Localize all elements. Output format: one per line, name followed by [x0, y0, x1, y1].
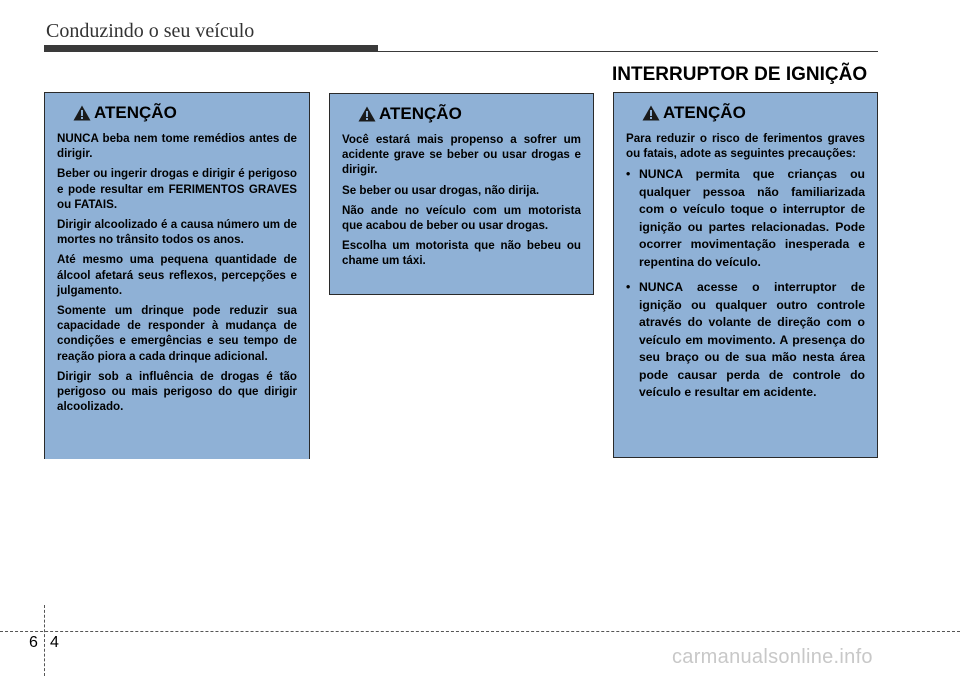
list-item-text: NUNCA acesse o interruptor de ignição ou qualquer outro controle através do volante de direção com o veículo em movimento. A presença do seu braço ou de sua mão nesta área pode causar perda de controle do veículo e resultar em acidente.	[639, 280, 865, 400]
warning-triangle-icon	[358, 106, 376, 122]
list-item-text: NUNCA permita que crianças ou qualquer pessoa não familiarizada com o veículo toque o interruptor de ignição ou partes relacionadas. Pode ocorrer movimentação inesperada e repentina do veículo.	[639, 167, 865, 269]
warning-paragraph: NUNCA beba nem tome remédios antes de dirigir.	[57, 132, 297, 161]
warning-box-drugs	[329, 93, 594, 295]
warning-header	[642, 103, 865, 123]
warning-paragraph: Somente um drinque pode reduzir sua capacidade de responder à mudança de condições e emergências e seu tempo de reação piora a cada drinque adicional.	[57, 304, 297, 363]
bullet-icon: •	[626, 280, 631, 295]
warning-paragraph: Escolha um motorista que não bebeu ou chame um táxi.	[342, 239, 581, 268]
warning-paragraph: Não ande no veículo com um motorista que acabou de beber ou usar drogas.	[342, 203, 581, 233]
list-item	[626, 279, 865, 402]
watermark: carmanualsonline.info	[672, 646, 873, 668]
warning-paragraph: Dirigir alcoolizado é a causa número um de mortes no trânsito todos os anos.	[57, 218, 297, 247]
warning-bullet-list	[626, 166, 865, 402]
page-section-number: 6	[29, 634, 38, 651]
warning-header	[73, 103, 297, 123]
footer-rule	[0, 631, 960, 632]
page-number: 4	[50, 634, 59, 651]
warning-paragraph: Você estará mais propenso a sofrer um acidente grave se beber ou usar drogas e dirigir.	[342, 133, 581, 177]
page-header-title: Conduzindo o seu veículo	[46, 20, 255, 42]
warning-paragraph: Se beber ou usar drogas, não dirija.	[342, 183, 540, 197]
warning-title: ATENÇÃO	[379, 104, 462, 123]
warning-paragraph: Até mesmo uma pequena quantidade de álcool afetará seus reflexos, percepções e julgamento.	[57, 253, 297, 297]
footer-divider	[44, 605, 45, 676]
warning-paragraph: Beber ou ingerir drogas e dirigir é perigoso e pode resultar em FERIMENTOS GRAVES ou FATAIS.	[57, 167, 297, 211]
warning-intro: Para reduzir o risco de ferimentos graves ou fatais, adote as seguintes precauções:	[626, 132, 865, 161]
header-rule	[44, 51, 878, 52]
warning-header	[358, 104, 581, 124]
bullet-icon: •	[626, 167, 631, 182]
warning-box-alcohol	[44, 92, 310, 459]
section-title: INTERRUPTOR DE IGNIÇÃO	[612, 64, 868, 85]
warning-title: ATENÇÃO	[94, 103, 177, 122]
warning-box-ignition	[613, 92, 878, 458]
warning-triangle-icon	[73, 105, 91, 121]
warning-triangle-icon	[642, 105, 660, 121]
list-item	[626, 166, 865, 271]
warning-title: ATENÇÃO	[663, 103, 746, 122]
warning-paragraph: Dirigir sob a influência de drogas é tão perigoso ou mais perigoso do que dirigir alcoolizado.	[57, 369, 297, 414]
